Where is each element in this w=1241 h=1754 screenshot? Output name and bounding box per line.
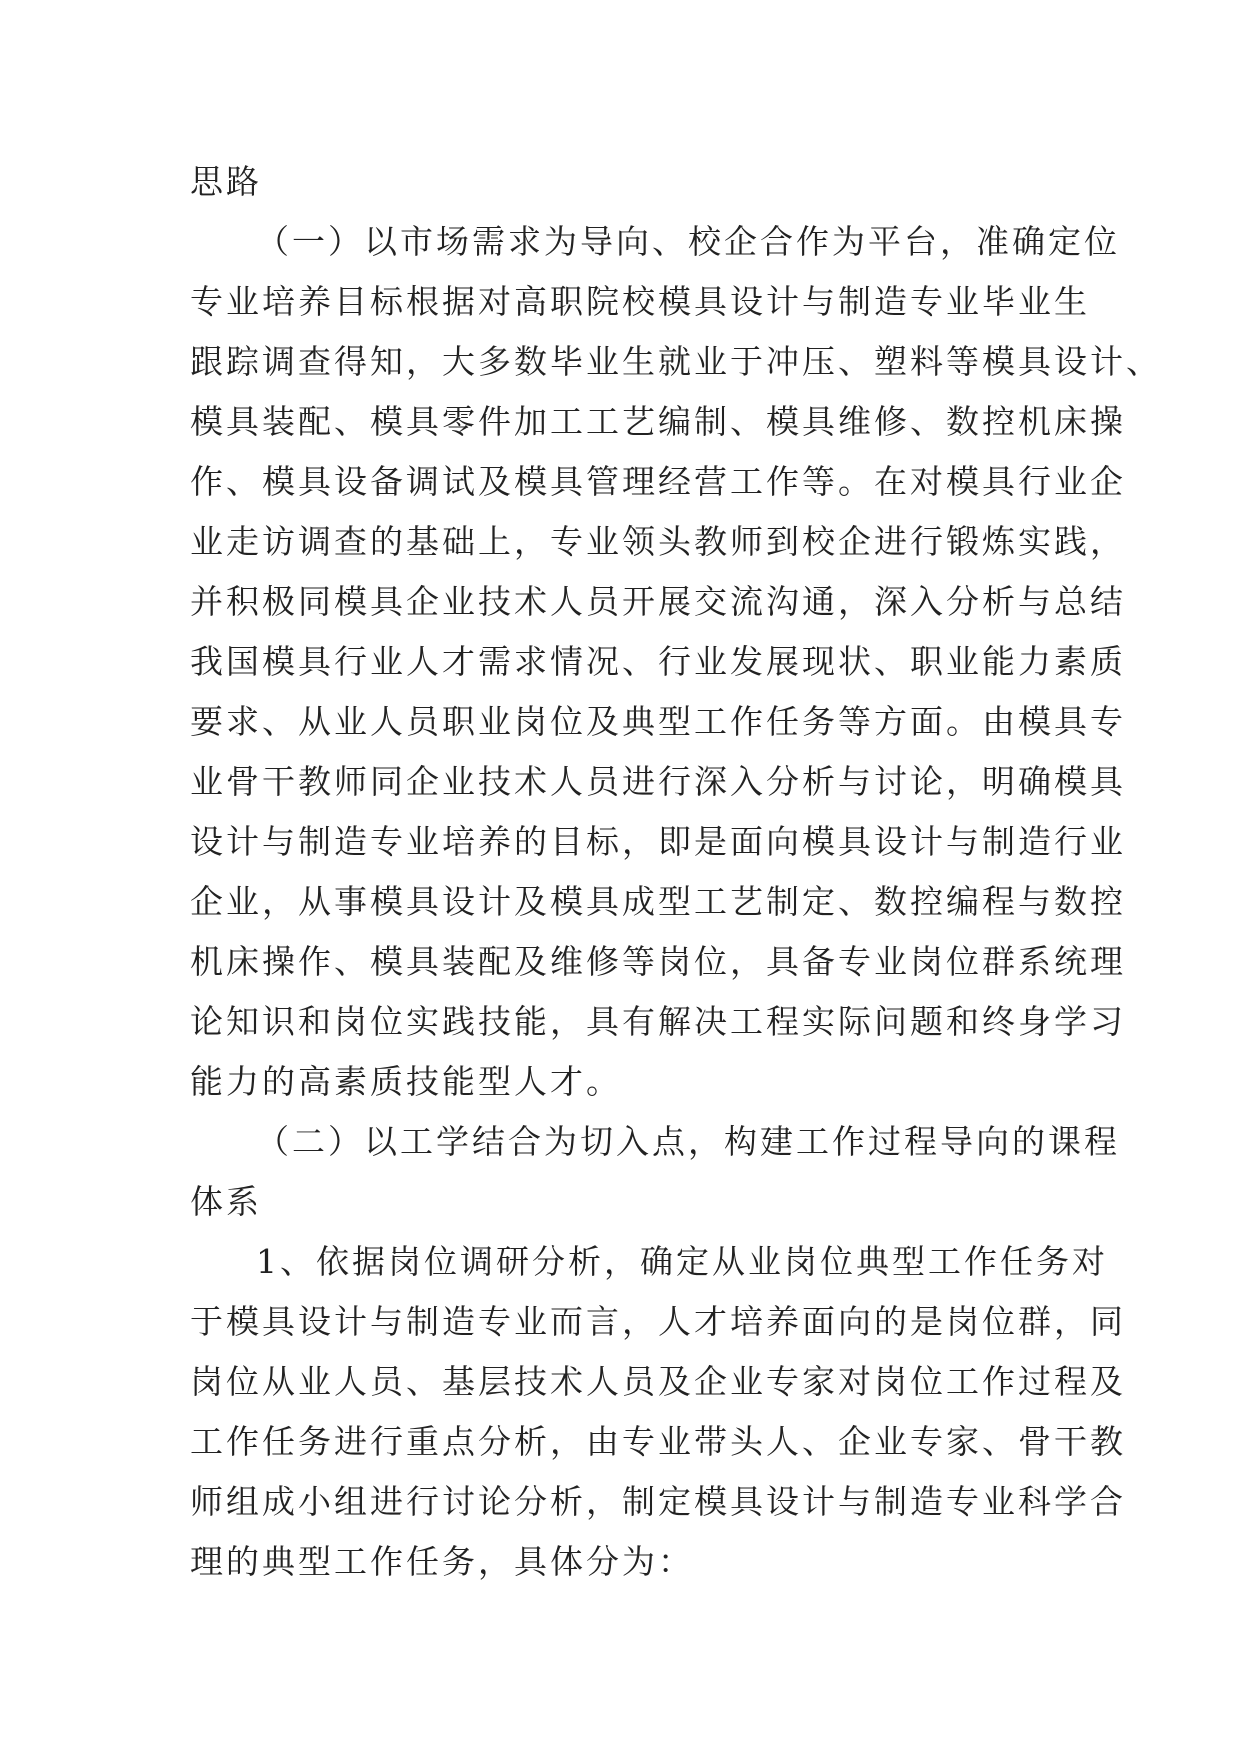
text-line: 设计与制造专业培养的目标，即是面向模具设计与制造行业 (190, 822, 1126, 861)
text-line: （一）以市场需求为导向、校企合作为平台，准确定位 (256, 222, 1120, 261)
text-line: 体系 (190, 1182, 262, 1221)
text-line: 理的典型工作任务，具体分为： (190, 1542, 694, 1581)
text-line: 业走访调查的基础上，专业领头教师到校企进行锻炼实践， (190, 522, 1126, 561)
text-line: 我国模具行业人才需求情况、行业发展现状、职业能力素质 (190, 642, 1126, 681)
text-line: 师组成小组进行讨论分析，制定模具设计与制造专业科学合 (190, 1482, 1126, 1521)
document-body (190, 152, 1162, 1592)
text-line: 工作任务进行重点分析，由专业带头人、企业专家、骨干教 (190, 1422, 1126, 1461)
text-line: 岗位从业人员、基层技术人员及企业专家对岗位工作过程及 (190, 1362, 1126, 1401)
text-line: 并积极同模具企业技术人员开展交流沟通，深入分析与总结 (190, 582, 1126, 621)
text-line: 专业培养目标根据对高职院校模具设计与制造专业毕业生 (190, 282, 1090, 321)
text-line: 要求、从业人员职业岗位及典型工作任务等方面。由模具专 (190, 702, 1126, 741)
text-line: 1、依据岗位调研分析，确定从业岗位典型工作任务对 (256, 1242, 1108, 1281)
text-line: 业骨干教师同企业技术人员进行深入分析与讨论，明确模具 (190, 762, 1126, 801)
text-line: 能力的高素质技能型人才。 (190, 1062, 622, 1101)
text-line: 模具装配、模具零件加工工艺编制、模具维修、数控机床操 (190, 402, 1126, 441)
text-line: 于模具设计与制造专业而言，人才培养面向的是岗位群，同 (190, 1302, 1126, 1341)
text-line: 企业，从事模具设计及模具成型工艺制定、数控编程与数控 (190, 882, 1126, 921)
text-line: 机床操作、模具装配及维修等岗位，具备专业岗位群系统理 (190, 942, 1126, 981)
text-line: 作、模具设备调试及模具管理经营工作等。在对模具行业企 (190, 462, 1126, 501)
text-line: 跟踪调查得知，大多数毕业生就业于冲压、塑料等模具设计、 (190, 342, 1162, 381)
text-line: 论知识和岗位实践技能，具有解决工程实际问题和终身学习 (190, 1002, 1126, 1041)
text-line: （二）以工学结合为切入点，构建工作过程导向的课程 (256, 1122, 1120, 1161)
text-line: 思路 (190, 162, 262, 201)
